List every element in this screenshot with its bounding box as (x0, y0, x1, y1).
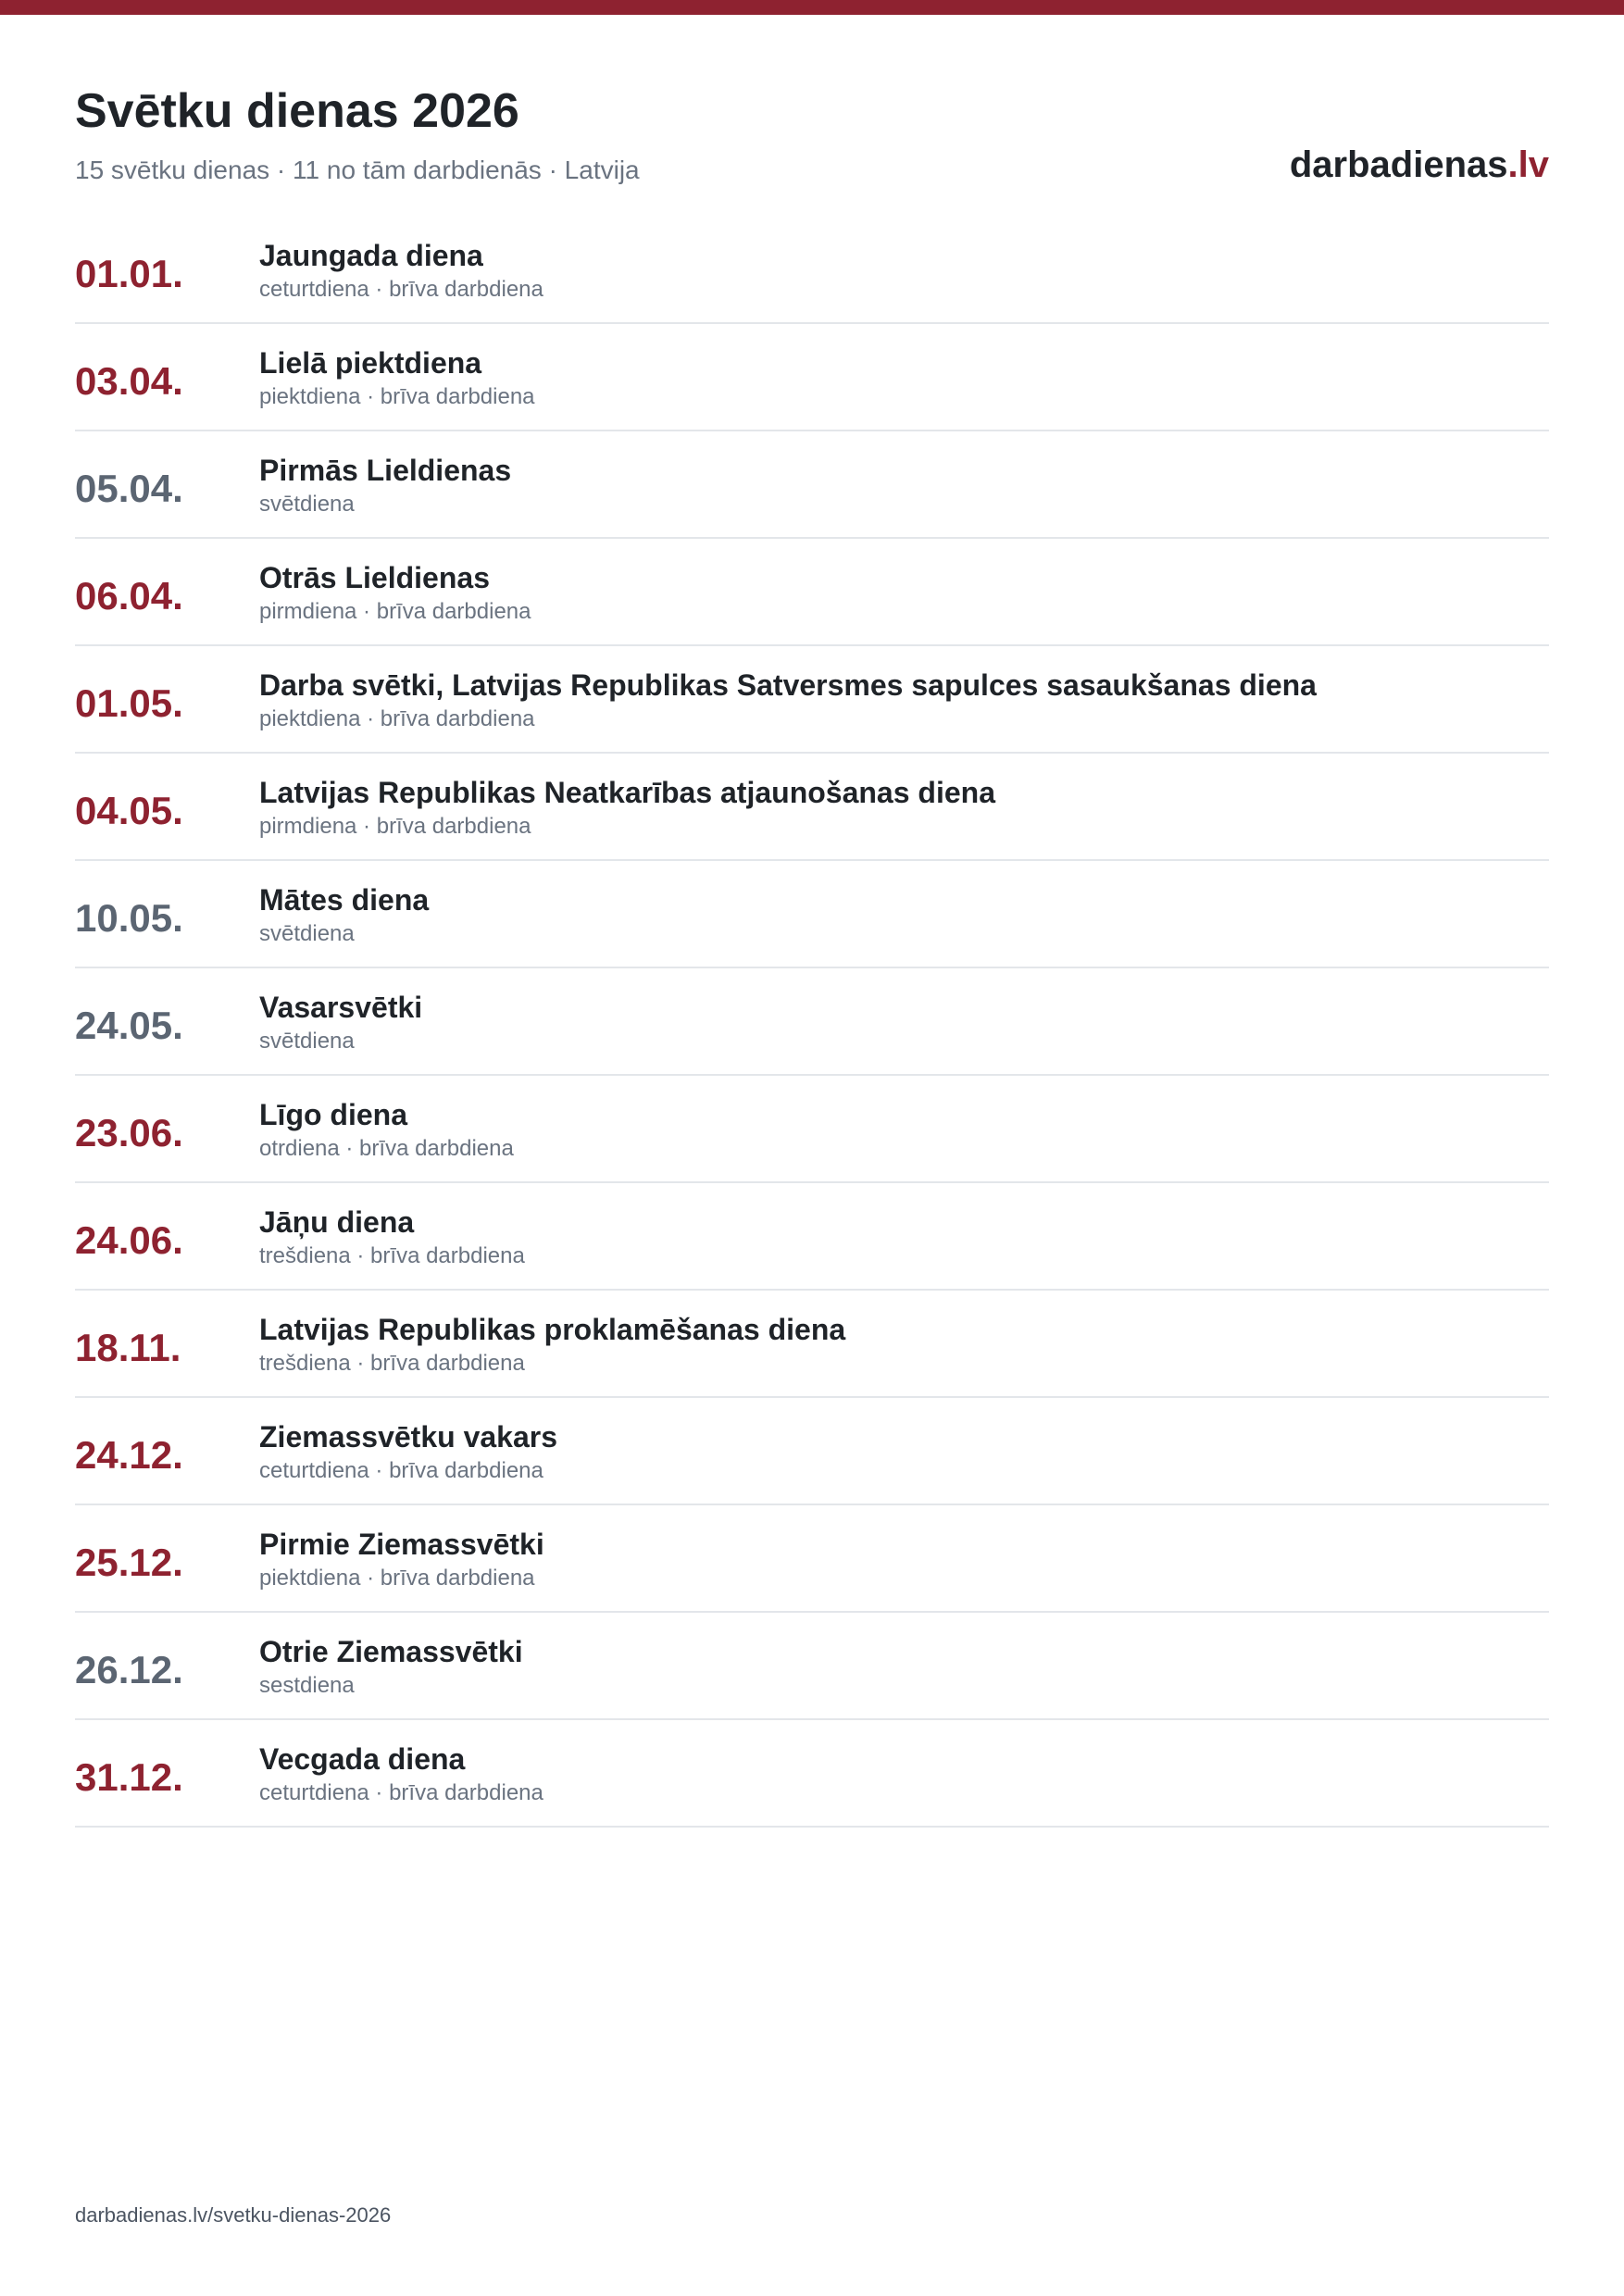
holiday-row (75, 646, 1549, 754)
holiday-name: Otrās Lieldienas (259, 561, 490, 594)
holiday-name: Jaungada diena (259, 239, 483, 272)
holiday-detail: pirmdiena · brīva darbdiena (259, 599, 531, 624)
holiday-detail: svētdiena (259, 492, 355, 517)
holiday-row (75, 431, 1549, 539)
holiday-date: 24.12. (75, 1433, 183, 1477)
brand-name: darbadienas (1289, 144, 1508, 185)
holiday-name: Latvijas Republikas Neatkarības atjaunošanas diena (259, 776, 995, 809)
holiday-date: 24.05. (75, 1004, 183, 1047)
holiday-row (75, 1183, 1549, 1291)
holiday-detail: piektdiena · brīva darbdiena (259, 706, 535, 731)
holiday-row (75, 861, 1549, 968)
holiday-detail: piektdiena · brīva darbdiena (259, 384, 535, 409)
holiday-date: 03.04. (75, 359, 183, 403)
holiday-date: 01.01. (75, 252, 183, 295)
holiday-date: 04.05. (75, 789, 183, 832)
brand-tld: .lv (1507, 144, 1549, 185)
page-subtitle: 15 svētku dienas · 11 no tām darbdienās · Latvija (75, 156, 640, 184)
holiday-date: 23.06. (75, 1111, 183, 1154)
page-title: Svētku dienas 2026 (75, 84, 519, 138)
holiday-name: Vecgada diena (259, 1742, 466, 1776)
holiday-date: 26.12. (75, 1648, 183, 1691)
holiday-row (75, 1398, 1549, 1505)
holiday-detail: pirmdiena · brīva darbdiena (259, 814, 531, 839)
holiday-detail: svētdiena (259, 921, 355, 946)
holiday-date: 31.12. (75, 1755, 183, 1799)
holiday-row (75, 1505, 1549, 1613)
holiday-list (75, 217, 1549, 1828)
holiday-detail: ceturtdiena · brīva darbdiena (259, 1780, 543, 1805)
top-accent-bar (0, 0, 1624, 15)
holiday-name: Jāņu diena (259, 1205, 415, 1239)
holiday-name: Līgo diena (259, 1098, 407, 1131)
holiday-row (75, 1076, 1549, 1183)
holiday-date: 06.04. (75, 574, 183, 618)
holiday-row (75, 754, 1549, 861)
holiday-name: Ziemassvētku vakars (259, 1420, 557, 1454)
holiday-row (75, 968, 1549, 1076)
holiday-date: 25.12. (75, 1541, 183, 1584)
holiday-row (75, 539, 1549, 646)
holiday-detail: svētdiena (259, 1029, 355, 1054)
holiday-detail: trešdiena · brīva darbdiena (259, 1351, 525, 1376)
holiday-detail: ceturtdiena · brīva darbdiena (259, 277, 543, 302)
holiday-row (75, 1613, 1549, 1720)
holiday-detail: otrdiena · brīva darbdiena (259, 1136, 514, 1161)
holiday-detail: sestdiena (259, 1673, 355, 1698)
holiday-name: Pirmās Lieldienas (259, 454, 512, 487)
holiday-date: 10.05. (75, 896, 183, 940)
footer-url: darbadienas.lv/svetku-dienas-2026 (75, 2203, 392, 2227)
holiday-name: Pirmie Ziemassvētki (259, 1528, 544, 1561)
holiday-date: 05.04. (75, 467, 183, 510)
holiday-row (75, 324, 1549, 431)
holiday-row (75, 1291, 1549, 1398)
holiday-name: Mātes diena (259, 883, 430, 917)
brand-logo (1290, 139, 1549, 191)
holiday-detail: piektdiena · brīva darbdiena (259, 1566, 535, 1591)
holiday-row (75, 217, 1549, 324)
holiday-date: 18.11. (75, 1326, 181, 1369)
holiday-detail: trešdiena · brīva darbdiena (259, 1243, 525, 1268)
holiday-name: Latvijas Republikas proklamēšanas diena (259, 1313, 846, 1346)
page-header (75, 78, 1549, 198)
holiday-name: Lielā piektdiena (259, 346, 482, 380)
holiday-date: 24.06. (75, 1218, 183, 1262)
holiday-date: 01.05. (75, 681, 183, 725)
holiday-name: Otrie Ziemassvētki (259, 1635, 523, 1668)
holiday-name: Vasarsvētki (259, 991, 423, 1024)
holiday-name: Darba svētki, Latvijas Republikas Satversmes sapulces sasaukšanas diena (259, 668, 1317, 702)
holiday-detail: ceturtdiena · brīva darbdiena (259, 1458, 543, 1483)
holiday-row (75, 1720, 1549, 1828)
